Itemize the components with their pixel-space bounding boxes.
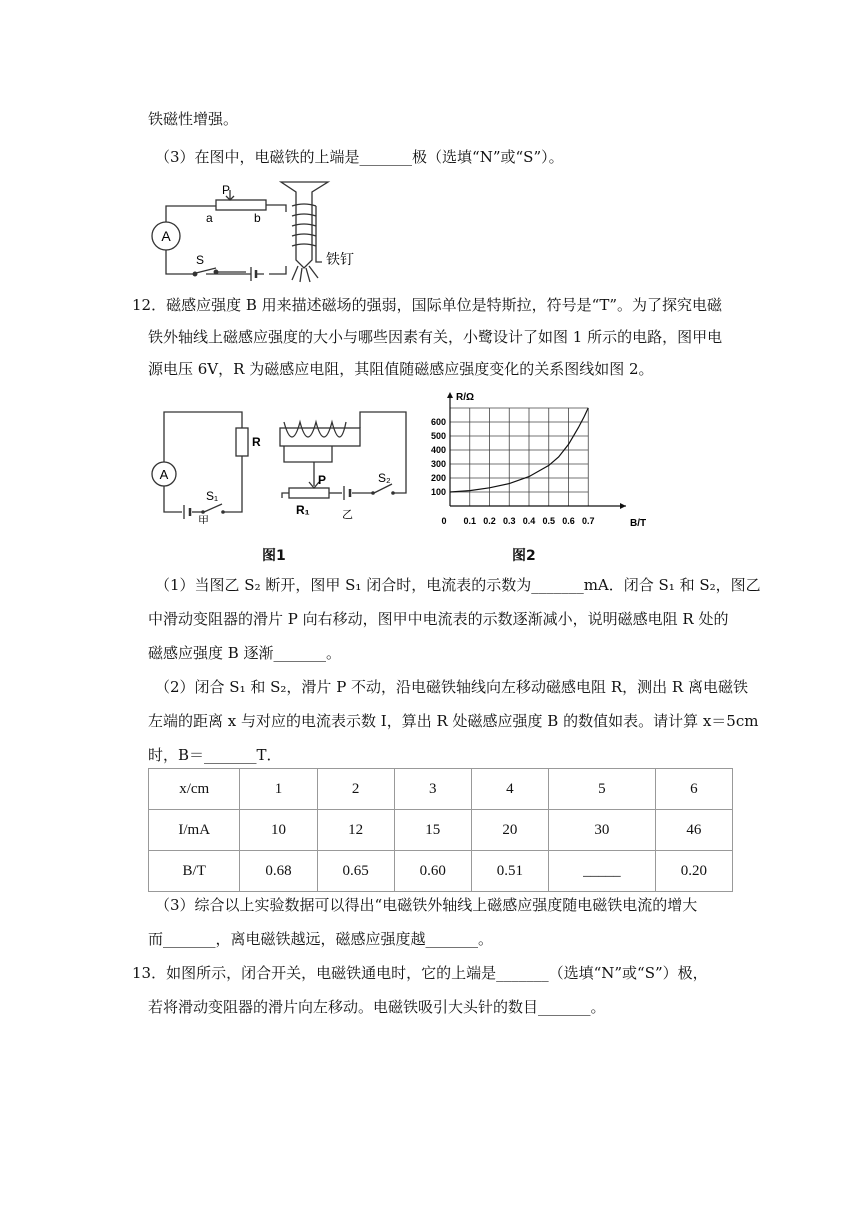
table-cell: 46 (655, 810, 732, 851)
y-tick-label: 300 (430, 459, 446, 469)
table-cell: 5 (549, 769, 656, 810)
question-13-text: 若将滑动变阻器的滑片向左移动。电磁铁吸引大头针的数目_______。 (148, 998, 606, 1016)
switch-s1-label: S₁ (206, 489, 219, 503)
table-cell: 30 (549, 810, 656, 851)
slider-label: P (318, 473, 327, 487)
table-row (149, 769, 733, 810)
switch-label: S (196, 253, 205, 267)
label-yi: 乙 (342, 509, 353, 521)
part-2-text: 时，B＝_______T． (148, 746, 282, 764)
part-2-text: 左端的距离 x 与对应的电流表示数 I，算出 R 处磁感应强度 B 的数值如表。请计算 x＝5cm (148, 712, 759, 730)
y-axis-label: R/Ω (456, 392, 475, 403)
part-2-text: （2）闭合 S₁ 和 S₂，滑片 P 不动，沿电磁铁轴线向左移动磁感电阻 R，测出 R 离电磁铁 (155, 678, 748, 696)
table-cell: 0.20 (655, 851, 732, 892)
table-cell: 6 (655, 769, 732, 810)
switch-s2-label: S₂ (378, 471, 391, 485)
question-12-text: 12．磁感应强度 B 用来描述磁场的强弱，国际单位是特斯拉，符号是“T”。为了探究电磁 (132, 296, 722, 314)
y-axis-arrow (447, 392, 453, 398)
figure-1-caption: 图1 (262, 548, 286, 564)
table-cell: 12 (317, 810, 394, 851)
nail-label: 铁钉 (326, 251, 354, 267)
x-tick-label: 0.7 (581, 516, 595, 526)
figure-2-chart (420, 388, 650, 534)
ammeter-label: A (161, 228, 171, 244)
table-row (149, 810, 733, 851)
x-tick-label: 0.3 (502, 516, 516, 526)
label-jia: 甲 (198, 515, 209, 524)
electromagnet-circuit-figure (146, 172, 376, 284)
x-tick-label: 0.6 (562, 516, 575, 526)
x-tick-label: 0.4 (522, 516, 536, 526)
table-cell: 3 (394, 769, 471, 810)
table-cell: 0.65 (317, 851, 394, 892)
table-cell: 4 (471, 769, 548, 810)
question-3-text: （3）在图中，电磁铁的上端是_______极（选填“N”或“S”）。 (155, 148, 564, 166)
table-cell: 20 (471, 810, 548, 851)
y-tick-label: 600 (430, 417, 446, 427)
text-line: 铁磁性增强。 (148, 110, 239, 128)
resistor-label: R (252, 435, 261, 449)
data-table (148, 768, 733, 892)
x-axis-label: B/T (630, 518, 647, 529)
part-3-text: （3）综合以上实验数据可以得出“电磁铁外轴线上磁感应强度随电磁铁电流的增大 (155, 896, 698, 914)
x-tick-label: 0 (441, 516, 447, 526)
y-tick-label: 400 (430, 445, 446, 455)
table-cell: 0.68 (240, 851, 317, 892)
x-axis-arrow (620, 503, 626, 509)
x-tick-label: 0.2 (483, 516, 496, 526)
slider-label: P (222, 183, 231, 197)
y-tick-label: 200 (430, 473, 446, 483)
table-cell: 2 (317, 769, 394, 810)
table-cell: 10 (240, 810, 317, 851)
figure-1-circuits (146, 402, 416, 524)
row-header-cell: B/T (149, 851, 240, 892)
y-tick-label: 500 (430, 431, 446, 441)
x-tick-label: 0.1 (463, 516, 477, 526)
part-1-text: （1）当图乙 S₂ 断开，图甲 S₁ 闭合时，电流表的示数为_______mA．闭合 S₁ 和 S₂，图乙 (155, 576, 761, 594)
rheostat-label: R₁ (296, 503, 310, 517)
ammeter-label: A (159, 467, 169, 482)
part-3-text: 而_______，离电磁铁越远，磁感应强度越_______。 (148, 930, 494, 948)
table-cell: 1 (240, 769, 317, 810)
part-1-text: 中滑动变阻器的滑片 P 向右移动，图甲中电流表的示数逐渐减小，说明磁感电阻 R 处的 (148, 610, 729, 628)
question-12-text: 源电压 6V，R 为磁感应电阻，其阻值随磁感应强度变化的关系图线如图 2。 (148, 360, 654, 378)
end-a-label: a (206, 211, 213, 225)
end-b-label: b (254, 211, 261, 225)
row-header-cell: x/cm (149, 769, 240, 810)
y-tick-label: 100 (430, 487, 446, 497)
x-tick-label: 0.5 (542, 516, 556, 526)
table-cell: 0.60 (394, 851, 471, 892)
table-cell: 0.51 (471, 851, 548, 892)
part-1-text: 磁感应强度 B 逐渐_______。 (148, 644, 342, 662)
figure-2-caption: 图2 (512, 548, 536, 564)
question-13-text: 13．如图所示，闭合开关，电磁铁通电时，它的上端是_______（选填“N”或“S”）极， (132, 964, 708, 982)
question-12-text: 铁外轴线上磁感应强度的大小与哪些因素有关，小鹭设计了如图 1 所示的电路，图甲电 (148, 328, 723, 346)
table-row (149, 851, 733, 892)
table-cell: _____ (549, 851, 656, 892)
table-cell: 15 (394, 810, 471, 851)
row-header-cell: I/mA (149, 810, 240, 851)
